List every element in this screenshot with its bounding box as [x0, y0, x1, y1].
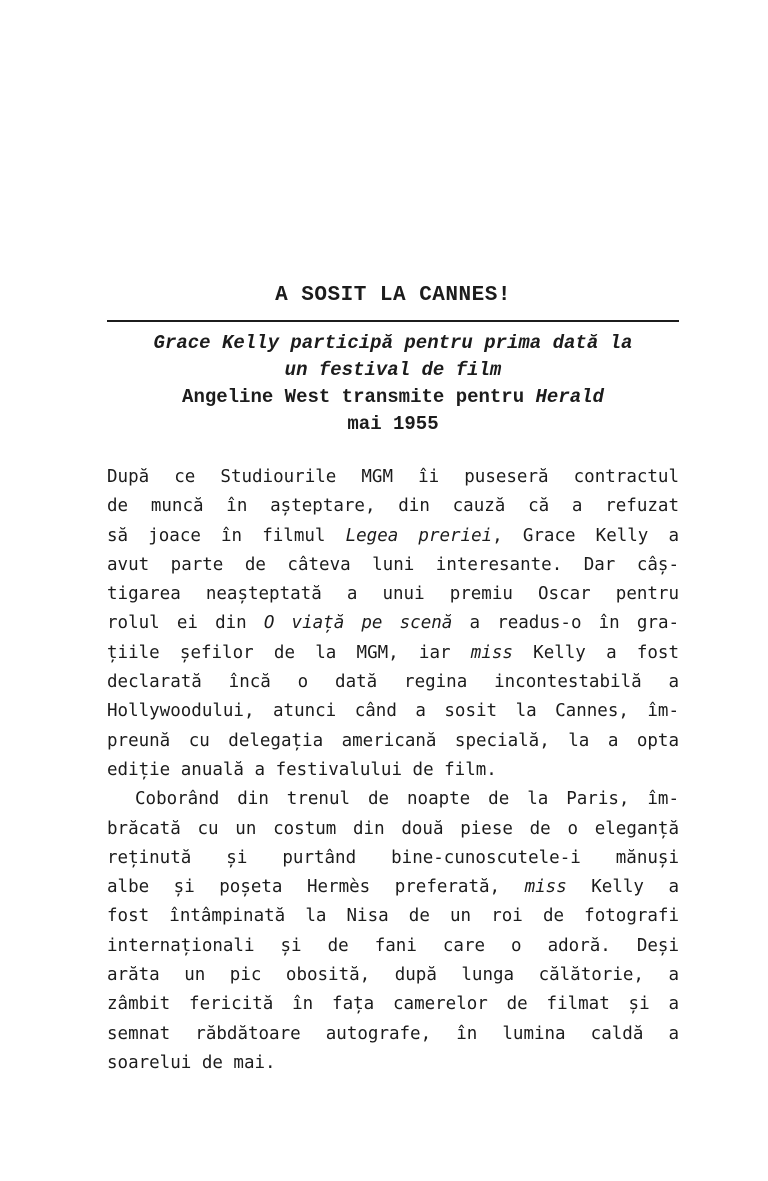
article-date: mai 1955 [347, 413, 439, 435]
byline-prefix: Angeline West transmite pentru [182, 386, 536, 408]
text-span: să joace în filmul [107, 525, 346, 546]
text-line: ediție anuală a festivalului de film. [107, 759, 497, 780]
emphasis: miss [470, 642, 513, 663]
text-line: preună cu delegația americană specială, la a opta [107, 730, 679, 751]
byline [107, 384, 679, 411]
text-line: tigarea neașteptată a unui premiu Oscar pentru [107, 584, 679, 605]
text-line: brăcată cu un costum din două piese de o eleganță [107, 818, 679, 839]
text-line: Coborând din trenul de noapte de la Paris, îm- [135, 789, 679, 810]
text-span: , Grace Kelly a [492, 525, 679, 546]
film-title: O viață pe scenă [263, 613, 453, 634]
text-line: de muncă în așteptare, din cauză că a refuzat [107, 496, 679, 517]
text-line: reținută și purtând bine-cunoscutele-i mănuși [107, 847, 679, 868]
text-line [107, 522, 679, 551]
article-body [107, 463, 679, 1078]
text-span: rolul ei din [107, 613, 264, 634]
article [107, 280, 679, 1078]
text-line: internaționali și de fani care o adoră. Deși [107, 935, 679, 956]
subtitle-line-2: un festival de film [284, 359, 502, 381]
paragraph-2 [107, 785, 679, 1078]
text-line: soarelui de mai. [107, 1052, 276, 1073]
text-line [107, 639, 679, 668]
text-line: zâmbit fericită în fața camerelor de filmat și a [107, 994, 679, 1015]
text-line: semnat răbdătoare autografe, în lumina caldă a [107, 1023, 679, 1044]
article-subtitle [107, 330, 679, 438]
text-span: Kelly a fost [512, 642, 679, 663]
emphasis: miss [524, 877, 567, 898]
text-span: țiile șefilor de la MGM, iar [107, 642, 471, 663]
byline-publication: Herald [535, 386, 604, 408]
text-line [107, 609, 679, 638]
text-line: După ce Studiourile MGM îi puseseră contractul [107, 467, 679, 487]
subtitle-line-1: Grace Kelly participă pentru prima dată la [153, 332, 633, 354]
text-line: Hollywoodului, atunci când a sosit la Cannes, îm- [107, 701, 679, 722]
text-line [107, 873, 679, 902]
text-span: Kelly a [566, 877, 679, 898]
article-title: A SOSIT LA CANNES! [275, 284, 511, 307]
text-line: fost întâmpinată la Nisa de un roi de fotografi [107, 906, 679, 927]
film-title: Legea preriei [345, 525, 493, 546]
paragraph-1 [107, 463, 679, 785]
text-span: a readus-o în gra- [452, 613, 679, 634]
text-line: declarată încă o dată regina incontestabilă a [107, 672, 679, 693]
text-line: arăta un pic obosită, după lunga călătorie, a [107, 965, 679, 986]
text-line: avut parte de câteva luni interesante. Dar câș- [107, 554, 679, 575]
text-span: albe și poșeta Hermès preferată, [107, 877, 525, 898]
title-divider [107, 320, 679, 322]
